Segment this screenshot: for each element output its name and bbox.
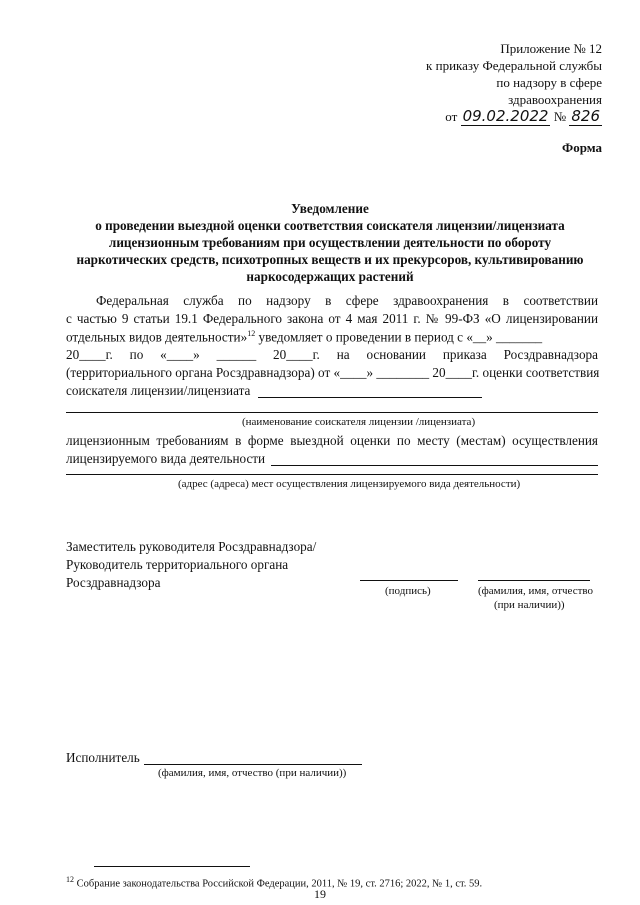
appendix-line-1: Приложение № 12 xyxy=(500,41,602,56)
applicant-caption: (наименование соискателя лицензии /лицензиата) xyxy=(242,416,476,428)
body-line-2: с частью 9 статьи 19.1 Федерального закона от 4 мая 2011 г. № 99-ФЗ «О лицензировании xyxy=(66,311,598,326)
title-line-5: наркосодержащих растений xyxy=(246,269,414,284)
body-line-7: лицензионным требованиям в форме выездной оценки по месту (местам) осуществления xyxy=(66,433,598,448)
footnote-ref: 12 xyxy=(247,329,256,338)
signatory-title xyxy=(66,538,316,592)
appendix-header xyxy=(426,40,602,125)
title-line-1: Уведомление xyxy=(291,201,369,216)
footnote-text: Собрание законодательства Российской Федерации, 2011, № 19, ст. 2716; 2022, № 1, ст. 59. xyxy=(74,878,483,890)
body-line-5: (территориального органа Росздравнадзора) от «____» ________ 20____г. оценки соответствия xyxy=(66,365,600,380)
appendix-line-3: по надзору в сфере xyxy=(496,75,602,90)
form-label: Форма xyxy=(562,140,602,155)
body-line-3-text: отдельных видов деятельности» xyxy=(66,329,248,345)
signatory-line-2: Руководитель территориального органа xyxy=(66,557,289,572)
body-line-3 xyxy=(66,329,542,345)
applicant-name-field[interactable] xyxy=(258,397,482,398)
title-line-2: о проведении выездной оценки соответствия соискателя лицензии/лицензиата xyxy=(95,218,565,233)
body-line-8: лицензируемого вида деятельности xyxy=(66,451,266,466)
full-name-field[interactable] xyxy=(478,580,590,581)
address-field-2[interactable] xyxy=(66,474,598,475)
address-field[interactable] xyxy=(271,465,598,466)
order-date-line xyxy=(426,108,602,125)
signatory-line-3: Росздравнадзора xyxy=(66,575,161,590)
body-line-6: соискателя лицензии/лицензиата xyxy=(66,383,251,398)
signature-field[interactable] xyxy=(360,580,458,581)
title-line-3: лицензионным требованиям при осуществлении деятельности по обороту xyxy=(108,235,552,250)
order-number-handwritten: 826 xyxy=(571,107,600,125)
footnote-mark: 12 xyxy=(66,875,74,884)
body-line-4: 20____г. по «____» ______ 20____г. на основании приказа Росздравнадзора xyxy=(66,347,598,362)
order-date-handwritten: 09.02.2022 xyxy=(462,107,549,125)
address-caption: (адрес (адреса) мест осуществления лицензируемого вида деятельности) xyxy=(178,478,521,490)
executor-name-field[interactable] xyxy=(144,764,362,765)
appendix-line-2: к приказу Федеральной службы xyxy=(426,58,602,73)
body-line-3-rest: уведомляет о проведении в период с «__» _______ xyxy=(255,329,543,345)
page-number: 19 xyxy=(314,887,326,901)
date-prefix: от xyxy=(445,109,458,124)
title-line-4: наркотических средств, психотропных веществ и их прекурсоров, культивированию xyxy=(76,252,584,267)
executor-label: Исполнитель xyxy=(66,750,140,765)
executor-caption: (фамилия, имя, отчество (при наличии)) xyxy=(158,767,347,779)
footnote-divider xyxy=(94,866,250,867)
full-name-caption-1: (фамилия, имя, отчество xyxy=(478,585,594,597)
appendix-line-4: здравоохранения xyxy=(508,92,602,107)
body-line-1: Федеральная служба по надзору в сфере здравоохранения в соответствии xyxy=(96,293,598,308)
signature-caption: (подпись) xyxy=(385,585,431,597)
applicant-name-field-2[interactable] xyxy=(66,412,598,413)
document-title xyxy=(50,200,610,285)
full-name-caption-2: (при наличии)) xyxy=(494,599,565,611)
signatory-line-1: Заместитель руководителя Росздравнадзора/ xyxy=(66,539,317,554)
number-prefix: № xyxy=(553,109,567,124)
